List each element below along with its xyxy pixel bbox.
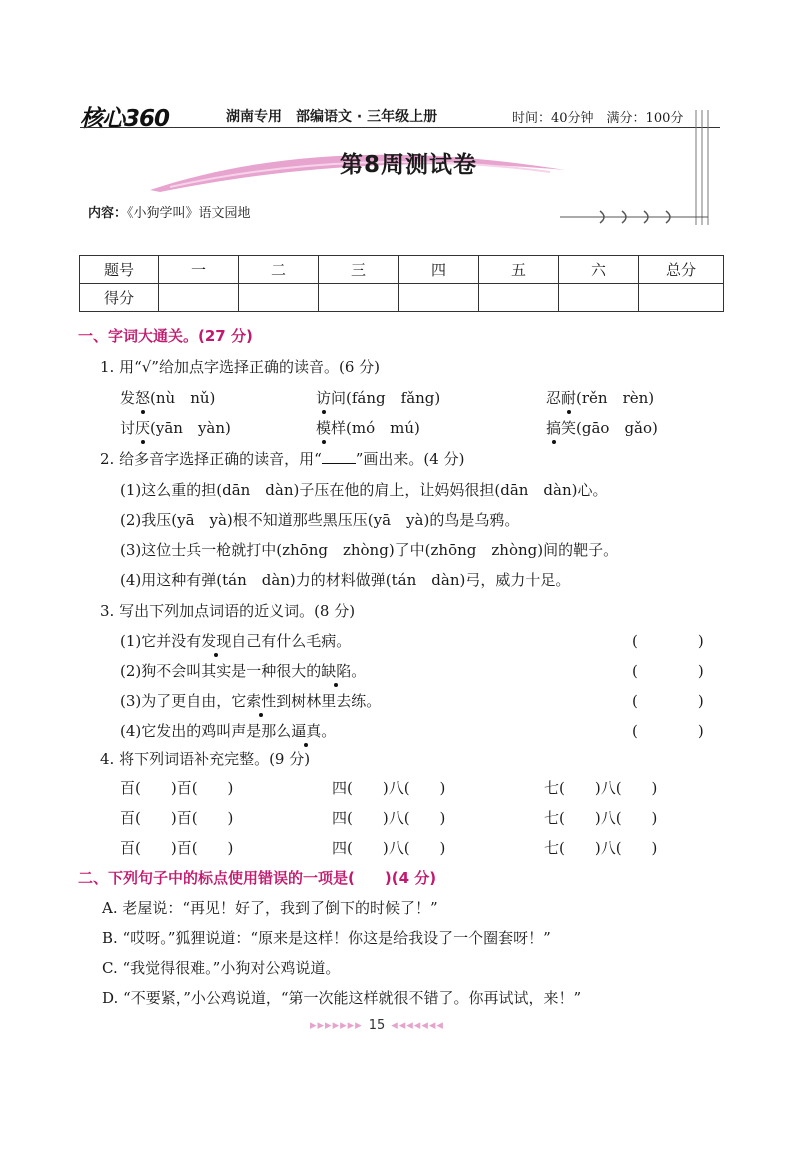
table-row: [80, 256, 724, 284]
option-d[interactable]: D. “不要紧，”小公鸡说道，“第一次能这样就很不错了。你再试试，来！”: [102, 989, 582, 1007]
question-line: (4)它发出的鸡叫声是那么逼真。: [120, 722, 337, 740]
fill-idiom[interactable]: 四( )八( ): [332, 779, 446, 797]
pinyin-item: 模样(mó mú): [316, 419, 420, 437]
question-line[interactable]: (2)我压(yā yà)根不知道那些黑压压(yā yà)的鸟是乌鸦。: [120, 511, 520, 529]
answer-box[interactable]: ( ): [632, 692, 704, 710]
table-cell: 题号: [80, 256, 159, 284]
arrow-left-icon: ◂◂◂◂◂◂◂: [391, 1018, 444, 1033]
answer-box[interactable]: ( ): [632, 632, 704, 650]
table-row: [80, 284, 724, 312]
table-cell: 一: [159, 256, 239, 284]
header-rule: [80, 127, 720, 128]
score-input-cell[interactable]: [239, 284, 319, 312]
dotted-word: 发现: [201, 632, 232, 650]
fill-idiom[interactable]: 七( )八( ): [544, 809, 658, 827]
pinyin-item: 发怒(nù nǔ): [120, 389, 216, 407]
brand-logo: 核心360: [80, 106, 170, 132]
table-cell: 五: [479, 256, 559, 284]
answer-box[interactable]: ( ): [632, 722, 704, 740]
question-title: 3. 写出下列加点词语的近义词。(8 分): [100, 602, 356, 620]
pinyin-options[interactable]: (yān yàn): [150, 419, 231, 437]
pinyin-options[interactable]: (gāo gǎo): [576, 419, 658, 437]
question-title: 4. 将下列词语补充完整。(9 分): [100, 750, 311, 768]
question-line: (1)它并没有发现自己有什么毛病。: [120, 632, 352, 650]
fill-idiom[interactable]: 百( )百( ): [120, 839, 234, 857]
section-title: 一、字词大通关。(27 分): [78, 327, 253, 345]
pinyin-item: 忍耐(rěn rèn): [546, 389, 655, 407]
pinyin-options[interactable]: (nù nǔ): [150, 389, 216, 407]
answer-box[interactable]: ( ): [632, 662, 704, 680]
dotted-char: 厌: [135, 419, 151, 437]
section-title: 二、下列句子中的标点使用错误的一项是( )(4 分): [78, 869, 437, 887]
fill-idiom[interactable]: 百( )百( ): [120, 809, 234, 827]
page-footer: [310, 1018, 444, 1033]
question-line: (3)为了更自由，它索性到树林里去练。: [120, 692, 382, 710]
table-cell: 总分: [639, 256, 724, 284]
arrow-right-icon: ▸▸▸▸▸▸▸: [310, 1018, 363, 1033]
fill-idiom[interactable]: 百( )百( ): [120, 779, 234, 797]
pinyin-item: 搞笑(gāo gǎo): [546, 419, 658, 437]
pinyin-options[interactable]: (fáng fǎng): [346, 389, 441, 407]
question-line[interactable]: (3)这位士兵一枪就打中(zhōng zhòng)了中(zhōng zhòng)间的靶子。: [120, 541, 619, 559]
score-input-cell[interactable]: [399, 284, 479, 312]
score-input-cell[interactable]: [159, 284, 239, 312]
question-title: 2. 给多音字选择正确的读音，用“ ”画出来。(4 分): [100, 450, 465, 468]
score-input-cell[interactable]: [479, 284, 559, 312]
fill-idiom[interactable]: 四( )八( ): [332, 839, 446, 857]
fill-idiom[interactable]: 七( )八( ): [544, 779, 658, 797]
option-b[interactable]: B. “哎呀。”狐狸说道：“原来是这样！你这是给我设了一个圈套呀！”: [102, 929, 551, 947]
question-line[interactable]: (4)用这种有弹(tán dàn)力的材料做弹(tán dàn)弓，威力十足。: [120, 571, 571, 589]
pinyin-item: 讨厌(yān yàn): [120, 419, 231, 437]
question-title: 1. 用“√”给加点字选择正确的读音。(6 分): [100, 358, 380, 376]
table-cell: 三: [319, 256, 399, 284]
score-table: [79, 255, 724, 312]
dotted-word: 缺陷: [321, 662, 352, 680]
table-cell: 得分: [80, 284, 159, 312]
dotted-char: 耐: [561, 389, 577, 407]
dotted-char: 模: [316, 419, 332, 437]
option-c[interactable]: C. “我觉得很难。”小狗对公鸡说道。: [102, 959, 341, 977]
table-cell: 二: [239, 256, 319, 284]
table-cell: 六: [559, 256, 639, 284]
dotted-char: 搞: [546, 419, 562, 437]
content-text: 《小狗学叫》语文园地: [127, 206, 251, 221]
table-cell: 四: [399, 256, 479, 284]
underline-sample: [322, 450, 356, 464]
score-input-cell[interactable]: [559, 284, 639, 312]
pinyin-item: 访问(fáng fǎng): [316, 389, 441, 407]
pinyin-options[interactable]: (rěn rèn): [576, 389, 655, 407]
content-line: [88, 202, 251, 221]
time-score-info: 时间：40分钟 满分：100分: [512, 111, 684, 126]
arrow-decoration: [560, 209, 710, 231]
dotted-word: 索性: [246, 692, 277, 710]
score-input-cell[interactable]: [319, 284, 399, 312]
question-line: (2)狗不会叫其实是一种很大的缺陷。: [120, 662, 367, 680]
fill-idiom[interactable]: 七( )八( ): [544, 839, 658, 857]
series-label: 湖南专用 部编语文 · 三年级上册: [226, 109, 438, 125]
fill-idiom[interactable]: 四( )八( ): [332, 809, 446, 827]
dotted-word: 逼真: [291, 722, 322, 740]
pinyin-options[interactable]: (mó mú): [346, 419, 420, 437]
page-title: 第8周测试卷: [340, 152, 478, 178]
option-a[interactable]: A. 老屋说：“再见！好了，我到了倒下的时候了！”: [102, 899, 438, 917]
content-label: 内容：: [88, 206, 128, 221]
question-line[interactable]: (1)这么重的担(dān dàn)子压在他的肩上，让妈妈很担(dān dàn)心。: [120, 481, 608, 499]
page-number: 15: [368, 1018, 386, 1033]
dotted-char: 访: [316, 389, 332, 407]
score-input-cell[interactable]: [639, 284, 724, 312]
dotted-char: 怒: [135, 389, 151, 407]
